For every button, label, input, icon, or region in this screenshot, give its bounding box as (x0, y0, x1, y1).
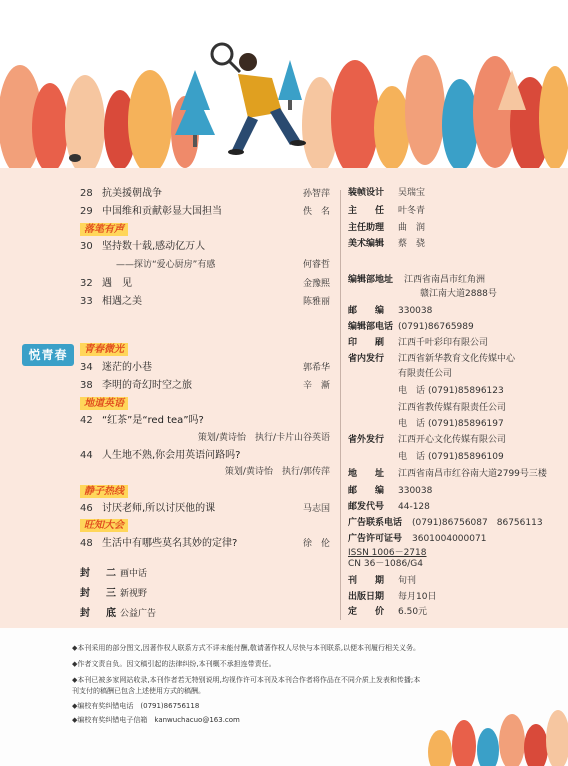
cover-row[interactable]: 封 二画中话 (80, 568, 148, 579)
toc-credit: 策划/黄诗怡 执行/卡片山谷英语 (197, 433, 330, 443)
column-divider (340, 190, 341, 620)
column-label: 悦青春 (22, 344, 74, 366)
toc-row[interactable]: 44 人生地不熟,你会用英语问路吗? (80, 450, 241, 461)
masthead-period: 刊 期 旬刊 (348, 576, 417, 586)
cn-number: CN 36－1086/G4 (348, 559, 423, 569)
note-error-phone: ◆编校有奖纠错电话 (0791)86756118 (72, 702, 200, 710)
masthead-postcode: 邮 编 330038 (348, 306, 433, 316)
note-online-cont: 刊支付的稿酬已包含上述使用方式的稿酬。 (72, 687, 205, 695)
masthead-domestic: 省内发行 江西省新华教育文化传媒中心 (348, 354, 516, 364)
note-online: ◆本刊已被多家网站收录,本刊作者若无特别说明,均视作许可本刊及本刊合作者将作品在不同介质上发表和传播;本 (72, 676, 421, 684)
masthead-domestic-tel2: 电 话 (0791)85896197 (398, 419, 504, 429)
masthead-price: 定 价 6.50元 (348, 607, 428, 617)
toc-row[interactable]: 30 坚持数十载,感动亿万人 (80, 241, 206, 252)
toc-row[interactable]: 32 遇 见 金豫熙 (80, 278, 330, 289)
section-heading-luobi: 落笔有声 (80, 223, 128, 236)
cover-row[interactable]: 封 底公益广告 (80, 608, 157, 619)
toc-row[interactable]: 33 相遇之美 陈雅丽 (80, 296, 330, 307)
toc-row[interactable]: 34 迷茫的小巷 郭希华 (80, 362, 330, 373)
toc-row[interactable]: 48 生活中有哪些莫名其妙的定律? 徐 伦 (80, 538, 330, 549)
section-heading-qingchun: 青春微光 (80, 343, 128, 356)
masthead-address: 编辑部地址 江西省南昌市红角洲 (348, 275, 486, 285)
footer-decoration (420, 690, 568, 766)
section-heading-baike: 旺知大会 (80, 519, 128, 532)
forest-illustration (0, 0, 568, 178)
masthead-domestic-line3: 江西省教传媒有限责任公司 (398, 403, 507, 413)
header-illustration (0, 0, 568, 178)
masthead-row: 主任助理 曲 润 (348, 223, 426, 233)
toc-row[interactable]: 28 抗美援朝战争 孙智萍 (80, 188, 330, 199)
note-liability: ◆作者文责自负。因文稿引起的法律纠纷,本刊概不承担连带责任。 (72, 660, 276, 668)
section-heading-jingzi: 静子热线 (80, 485, 128, 498)
toc-row[interactable]: 29 中国维和贡献彰显大国担当 佚 名 (80, 206, 330, 217)
masthead-postcode2: 邮 编 330038 (348, 486, 433, 496)
note-error-email: ◆编校有奖纠错电子信箱 kanwuchacuo@163.com (72, 716, 240, 724)
masthead-ad-license: 广告许可证号 3601004000071 (348, 534, 487, 544)
toc-row[interactable]: 46 讨厌老师,所以讨厌他的课 马志国 (80, 503, 330, 514)
masthead-row: 主 任 叶冬青 (348, 206, 426, 216)
masthead-domestic-line2: 有限责任公司 (398, 369, 453, 379)
note-copyright: ◆本刊采用的部分图文,因著作权人联系方式不详未能付酬,敬请著作权人尽快与本刊联系,以便本刊履行相关义务。 (72, 644, 421, 652)
masthead-outside: 省外发行 江西开心文化传媒有限公司 (348, 435, 507, 445)
toc-row[interactable]: 38 李明的奇幻时空之旅 辛 漸 (80, 380, 330, 391)
masthead-row: 美术编辑 蔡 骁 (348, 239, 426, 249)
masthead-printer: 印 刷 江西千叶彩印有限公司 (348, 338, 489, 348)
masthead-pubdate: 出版日期 每月10日 (348, 592, 437, 602)
trees-decoration (420, 690, 568, 766)
masthead-mailcode: 邮发代号 44-128 (348, 502, 430, 512)
section-heading-yingyu: 地道英语 (80, 397, 128, 410)
toc-credit: 策划/黄诗怡 执行/郭传萍 (224, 467, 330, 477)
masthead-domestic-tel1: 电 话 (0791)85896123 (398, 386, 504, 396)
masthead-outside-tel: 电 话 (0791)85896109 (398, 452, 504, 462)
issn-number: ISSN 1006－2718 (348, 548, 427, 558)
masthead-ad-phone: 广告联系电话 (0791)86756087 86756113 (348, 518, 543, 528)
cover-row[interactable]: 封 三新视野 (80, 588, 148, 599)
toc-subtitle: ——探访“爱心厨房”有感 何睿哲 (116, 260, 330, 270)
masthead-row: 装帧设计 吴瑞宝 (348, 188, 426, 198)
toc-row[interactable]: 42 “红茶”是“red tea”吗? (80, 415, 204, 426)
masthead-phone: 编辑部电话 (0791)86765989 (348, 322, 474, 332)
masthead-address2: 地 址 江西省南昌市红谷南大道2799号三楼 (348, 469, 547, 479)
masthead-address-line2: 赣江南大道2888号 (420, 289, 497, 299)
